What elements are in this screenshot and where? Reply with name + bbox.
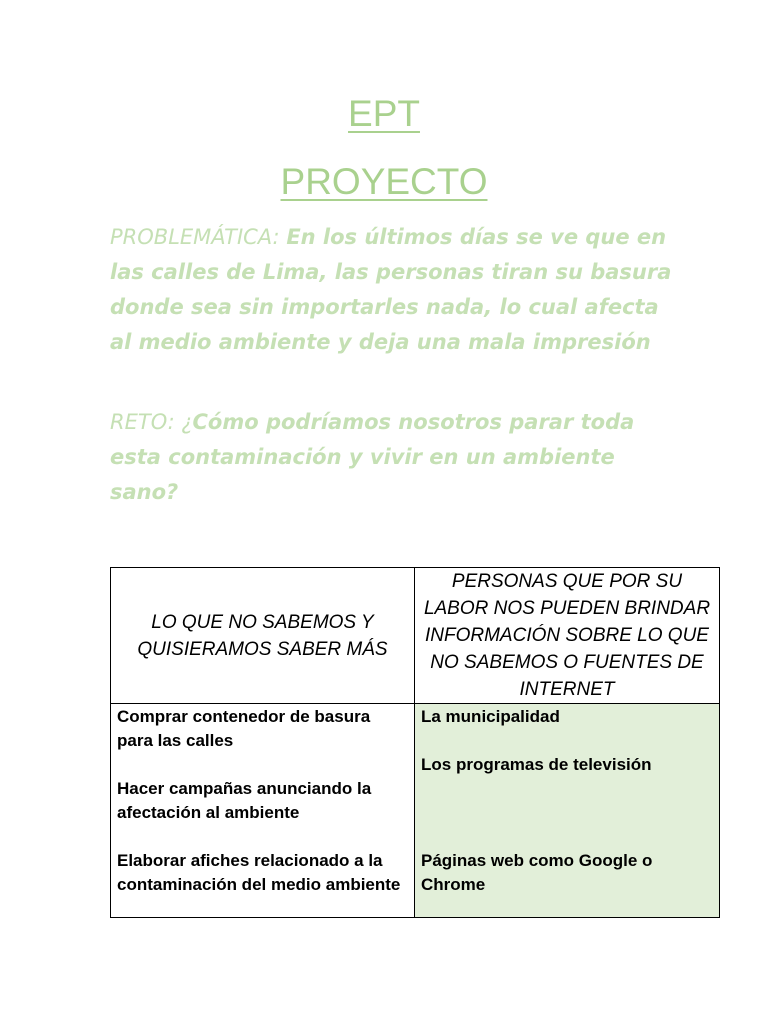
knowledge-table — [110, 567, 720, 918]
problem-paragraph — [110, 220, 680, 360]
challenge-label: RETO: ¿ — [110, 410, 193, 434]
document-subtitle-text: PROYECTO — [280, 161, 488, 202]
list-item: Elaborar afiches relacionado a la contaminación del medio ambiente — [117, 851, 401, 894]
document-title-text: EPT — [348, 93, 420, 134]
table-header-cell — [415, 568, 720, 704]
header-sources: PERSONAS QUE POR SU LABOR NOS PUEDEN BRINDAR INFORMACIÓN SOBRE LO QUE NO SABEMOS O FUENTES DE INTERNET — [423, 571, 711, 700]
problem-label: PROBLEMÁTICA: — [110, 225, 287, 249]
table-cell-actions — [111, 704, 415, 918]
table-header-row — [111, 568, 720, 704]
list-item: Los programas de televisión — [421, 755, 652, 774]
document-subtitle — [0, 160, 768, 204]
problem-text: En los últimos días se ve que en las calles de Lima, las personas tiran su basura donde sea sin importarles nada, lo cual afecta al medio ambiente y deja una mala impresión — [110, 225, 672, 354]
document-title — [0, 92, 768, 136]
list-item: Páginas web como Google o Chrome — [421, 851, 653, 894]
table-header-cell — [111, 568, 415, 704]
list-item: Hacer campañas anunciando la afectación al ambiente — [117, 779, 372, 822]
challenge-text: Cómo podríamos nosotros parar toda esta contaminación y vivir en un ambiente sano? — [110, 410, 635, 504]
list-item: La municipalidad — [421, 707, 560, 726]
table-row — [111, 704, 720, 918]
challenge-paragraph — [110, 405, 680, 510]
header-unknowns: LO QUE NO SABEMOS Y QUISIERAMOS SABER MÁS — [137, 611, 388, 660]
table-cell-sources — [415, 704, 720, 918]
list-item: Comprar contenedor de basura para las calles — [117, 707, 371, 750]
